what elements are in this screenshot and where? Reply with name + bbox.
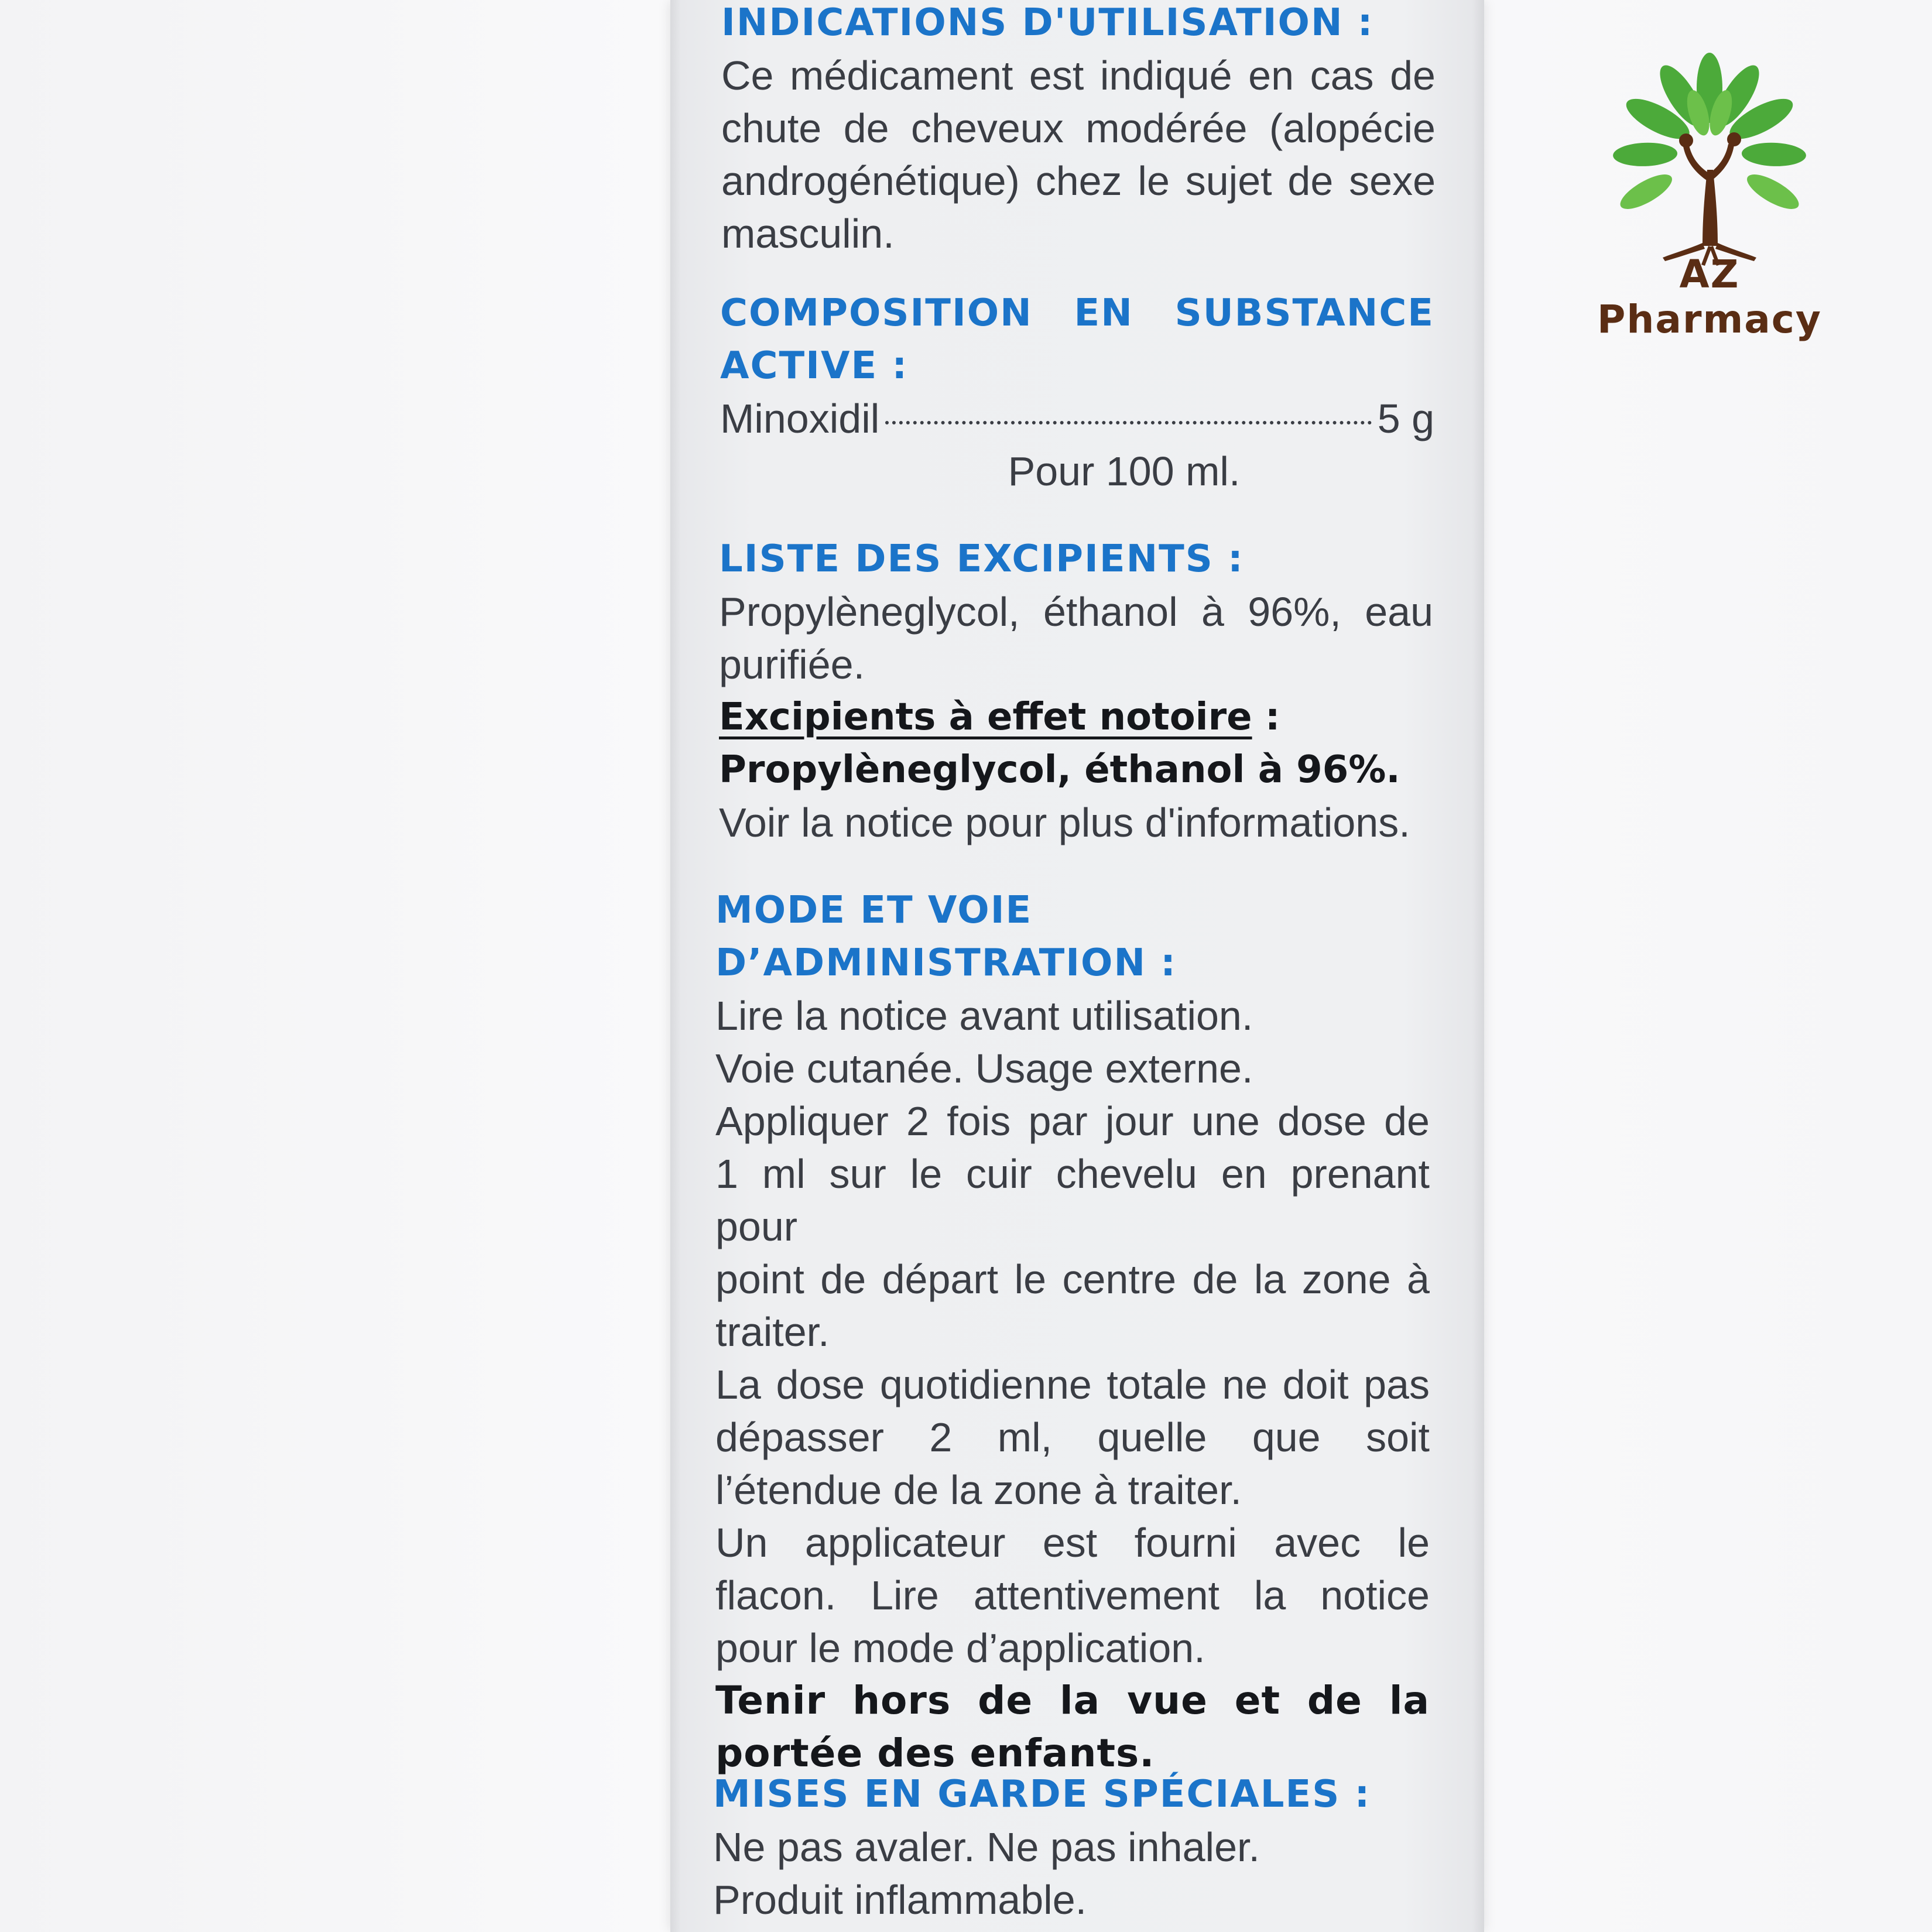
composition-heading-cont: ACTIVE : [720,344,909,388]
brand-name: AZ Pharmacy [1597,252,1822,342]
administration-line: point de départ le centre de la zone à [715,1256,1430,1302]
per-volume: Pour 100 ml. [1008,448,1241,494]
indications-line: masculin. [721,211,895,256]
composition-section [720,287,1434,498]
keep-away-warning-cont: portée des enfants. [715,1731,1155,1776]
composition-heading: COMPOSITION EN SUBSTANCE [720,292,1434,335]
substance-name: Minoxidil [720,396,880,441]
keep-away-warning: Tenir hors de la vue et de la [715,1678,1430,1723]
indications-line: androgénétique) chez le sujet de sexe [721,158,1436,204]
excipients-heading: LISTE DES EXCIPIENTS : [719,537,1244,581]
excipients-section [719,533,1433,849]
administration-line: l’étendue de la zone à traiter. [715,1467,1242,1513]
notable-excipients-label [719,691,1433,744]
administration-line: flacon. Lire attentivement la notice [715,1573,1430,1618]
administration-line: Lire la notice avant utilisation. [715,993,1253,1039]
administration-line: dépasser 2 ml, quelle que soit [715,1414,1430,1460]
dotted-leader [885,421,1371,424]
warnings-line: Produit inflammable. [713,1877,1087,1923]
warnings-line: Ne pas avaler. Ne pas inhaler. [713,1824,1260,1870]
warnings-heading: MISES EN GARDE SPÉCIALES : [713,1773,1371,1816]
administration-section [715,884,1430,1780]
administration-line: 1 ml sur le cuir chevelu en prenant pour [715,1151,1430,1249]
indications-section [721,0,1436,260]
administration-heading-cont: D’ADMINISTRATION : [715,941,1177,985]
administration-line: Voie cutanée. Usage externe. [715,1046,1253,1091]
warnings-section [713,1768,1427,1926]
administration-line: La dose quotidienne totale ne doit pas [715,1362,1430,1407]
indications-line: Ce médicament est indiqué en cas de [721,53,1436,98]
administration-line: pour le mode d’application. [715,1625,1205,1671]
see-notice: Voir la notice pour plus d'informations. [719,800,1410,845]
notable-label-colon: : [1252,696,1280,739]
excipients-line: purifiée. [719,642,865,687]
indications-line: chute de cheveux modérée (alopécie [721,105,1436,151]
administration-heading: MODE ET VOIE [715,889,1033,932]
notable-label-text: Excipients à effet notoire [719,696,1252,739]
administration-line: Appliquer 2 fois par jour une dose de [715,1098,1430,1144]
notable-excipients-list: Propylèneglycol, éthanol à 96%. [719,748,1400,792]
excipients-line: Propylèneglycol, éthanol à 96%, eau [719,589,1433,635]
administration-line: Un applicateur est fourni avec le [715,1520,1430,1566]
substance-amount: 5 g [1377,396,1434,441]
administration-line: traiter. [715,1309,830,1355]
indications-heading: INDICATIONS D'UTILISATION : [721,1,1374,44]
